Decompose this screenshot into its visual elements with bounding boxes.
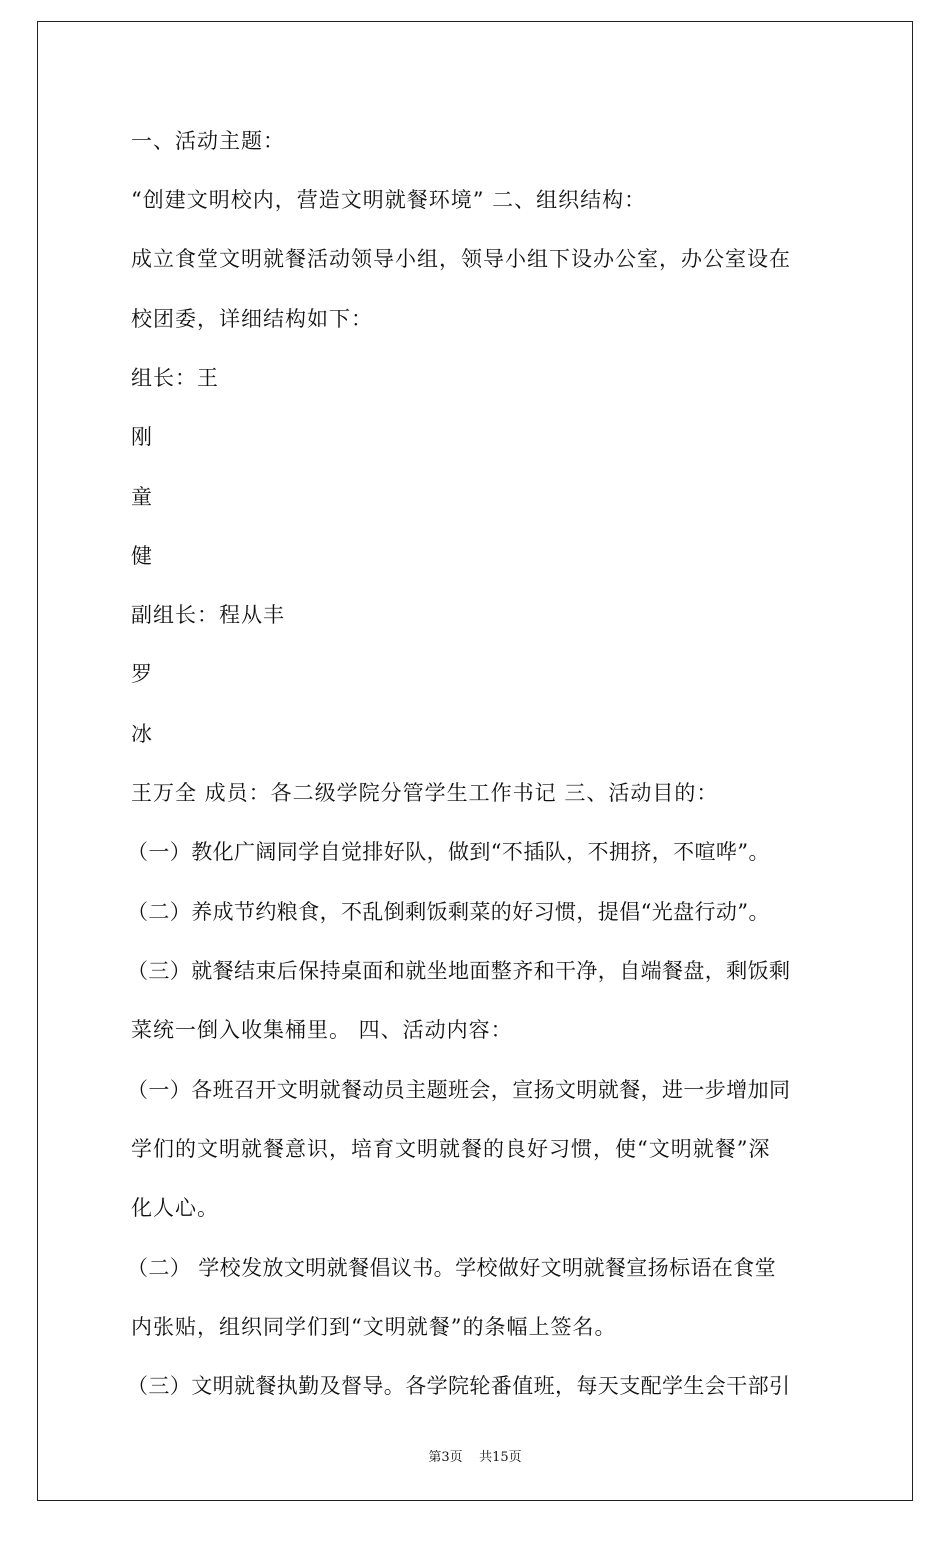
deputy-leader-line: 副组长：程从丰 [131,603,285,627]
members-line: 王万全 成员：各二级学院分管学生工作书记 三、活动目的： [131,781,719,805]
body-text-line: 学们的文明就餐意识，培育文明就餐的良好习惯，使“文明就餐”深 [131,1137,771,1161]
name-line: 冰 [131,722,153,746]
body-text-line: 化人心。 [131,1196,219,1220]
name-line: 健 [131,544,153,568]
purpose-item-line: （二）养成节约粮食，不乱倒剩饭剩菜的好习惯，提倡“光盘行动”。 [127,900,770,924]
theme-text-line: “创建文明校内，营造文明就餐环境” 二、组织结构： [131,188,647,212]
content-item-line: （二） 学校发放文明就餐倡议书。学校做好文明就餐宣扬标语在食堂 [127,1256,777,1280]
name-line: 童 [131,485,153,509]
body-text-line: 校团委，详细结构如下： [131,307,373,331]
content-item-line: （三）文明就餐执勤及督导。各学院轮番值班，每天支配学生会干部引 [127,1374,791,1398]
body-text-line: 内张贴，组织同学们到“文明就餐”的条幅上签名。 [131,1315,617,1339]
page-number-footer: 第3页 共15页 [428,1450,522,1465]
body-text-line: 菜统一倒入收集桶里。 四、活动内容： [131,1018,513,1042]
leader-line: 组长：王 [131,366,219,390]
heading-activity-theme: 一、活动主题： [131,129,285,153]
purpose-item-line: （一）教化广阔同学自觉排好队，做到“不插队，不拥挤，不喧哗”。 [127,840,770,864]
purpose-item-line: （三）就餐结束后保持桌面和就坐地面整齐和干净，自端餐盘，剩饭剩 [127,959,791,983]
name-line: 刚 [131,425,153,449]
name-line: 罗 [131,662,153,686]
content-item-line: （一）各班召开文明就餐动员主题班会，宣扬文明就餐，进一步增加同 [127,1078,791,1102]
body-text-line: 成立食堂文明就餐活动领导小组，领导小组下设办公室，办公室设在 [131,247,791,271]
